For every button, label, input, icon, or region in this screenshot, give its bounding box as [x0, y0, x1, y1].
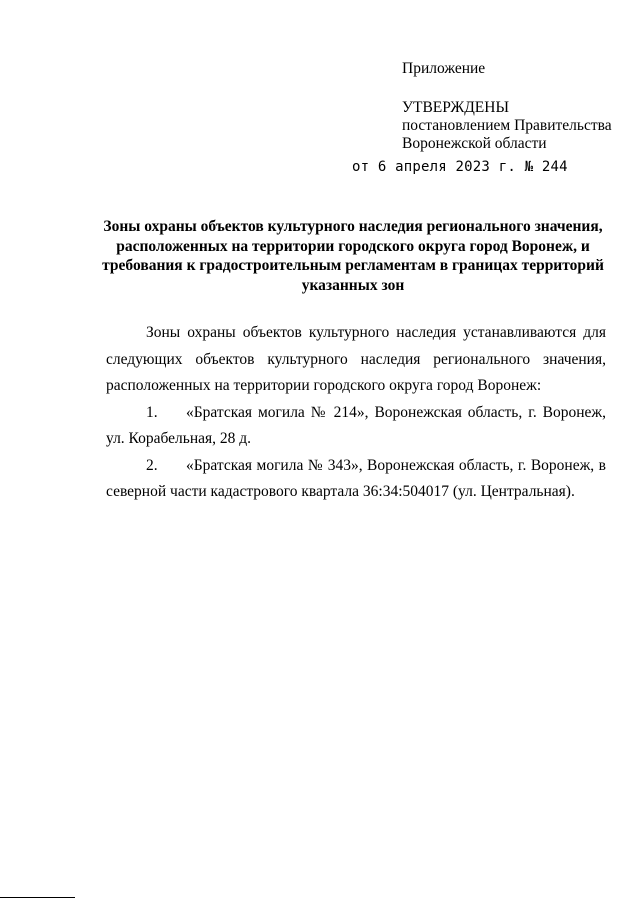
footnote-divider [0, 897, 75, 898]
list-item-number: 1. [146, 403, 158, 421]
authority-line-1: постановлением Правительства [402, 117, 612, 134]
list-item [106, 453, 606, 506]
decree-date: от 6 апреля 2023 г. № 244 [352, 159, 568, 175]
list-item-number: 2. [146, 456, 158, 474]
list-item-text: «Братская могила № 214», Воронежская область, г. Воронеж, ул. Корабельная, 28 д. [106, 403, 606, 447]
document-title: Зоны охраны объектов культурного наследия регионального значения, расположенных на территории городского округа город Воронеж, и требования к градостроительным регламентам в границах территорий указанных зон [102, 218, 604, 294]
authority-line-2: Воронежской области [402, 135, 547, 152]
approval-block [402, 60, 638, 153]
list-item [106, 400, 606, 453]
approved-label: УТВЕРЖДЕНЫ [402, 99, 509, 116]
intro-paragraph: Зоны охраны объектов культурного наследия устанавливаются для следующих объектов культурного наследия регионального значения, расположенных на территории городского округа город Воронеж: [106, 324, 606, 394]
document-body [106, 320, 606, 506]
list-item-text: «Братская могила № 343», Воронежская область, г. Воронеж, в северной части кадастрового квартала 36:34:504017 (ул. Центральная). [106, 456, 606, 500]
appendix-label: Приложение [402, 60, 486, 77]
spacer [402, 78, 638, 99]
